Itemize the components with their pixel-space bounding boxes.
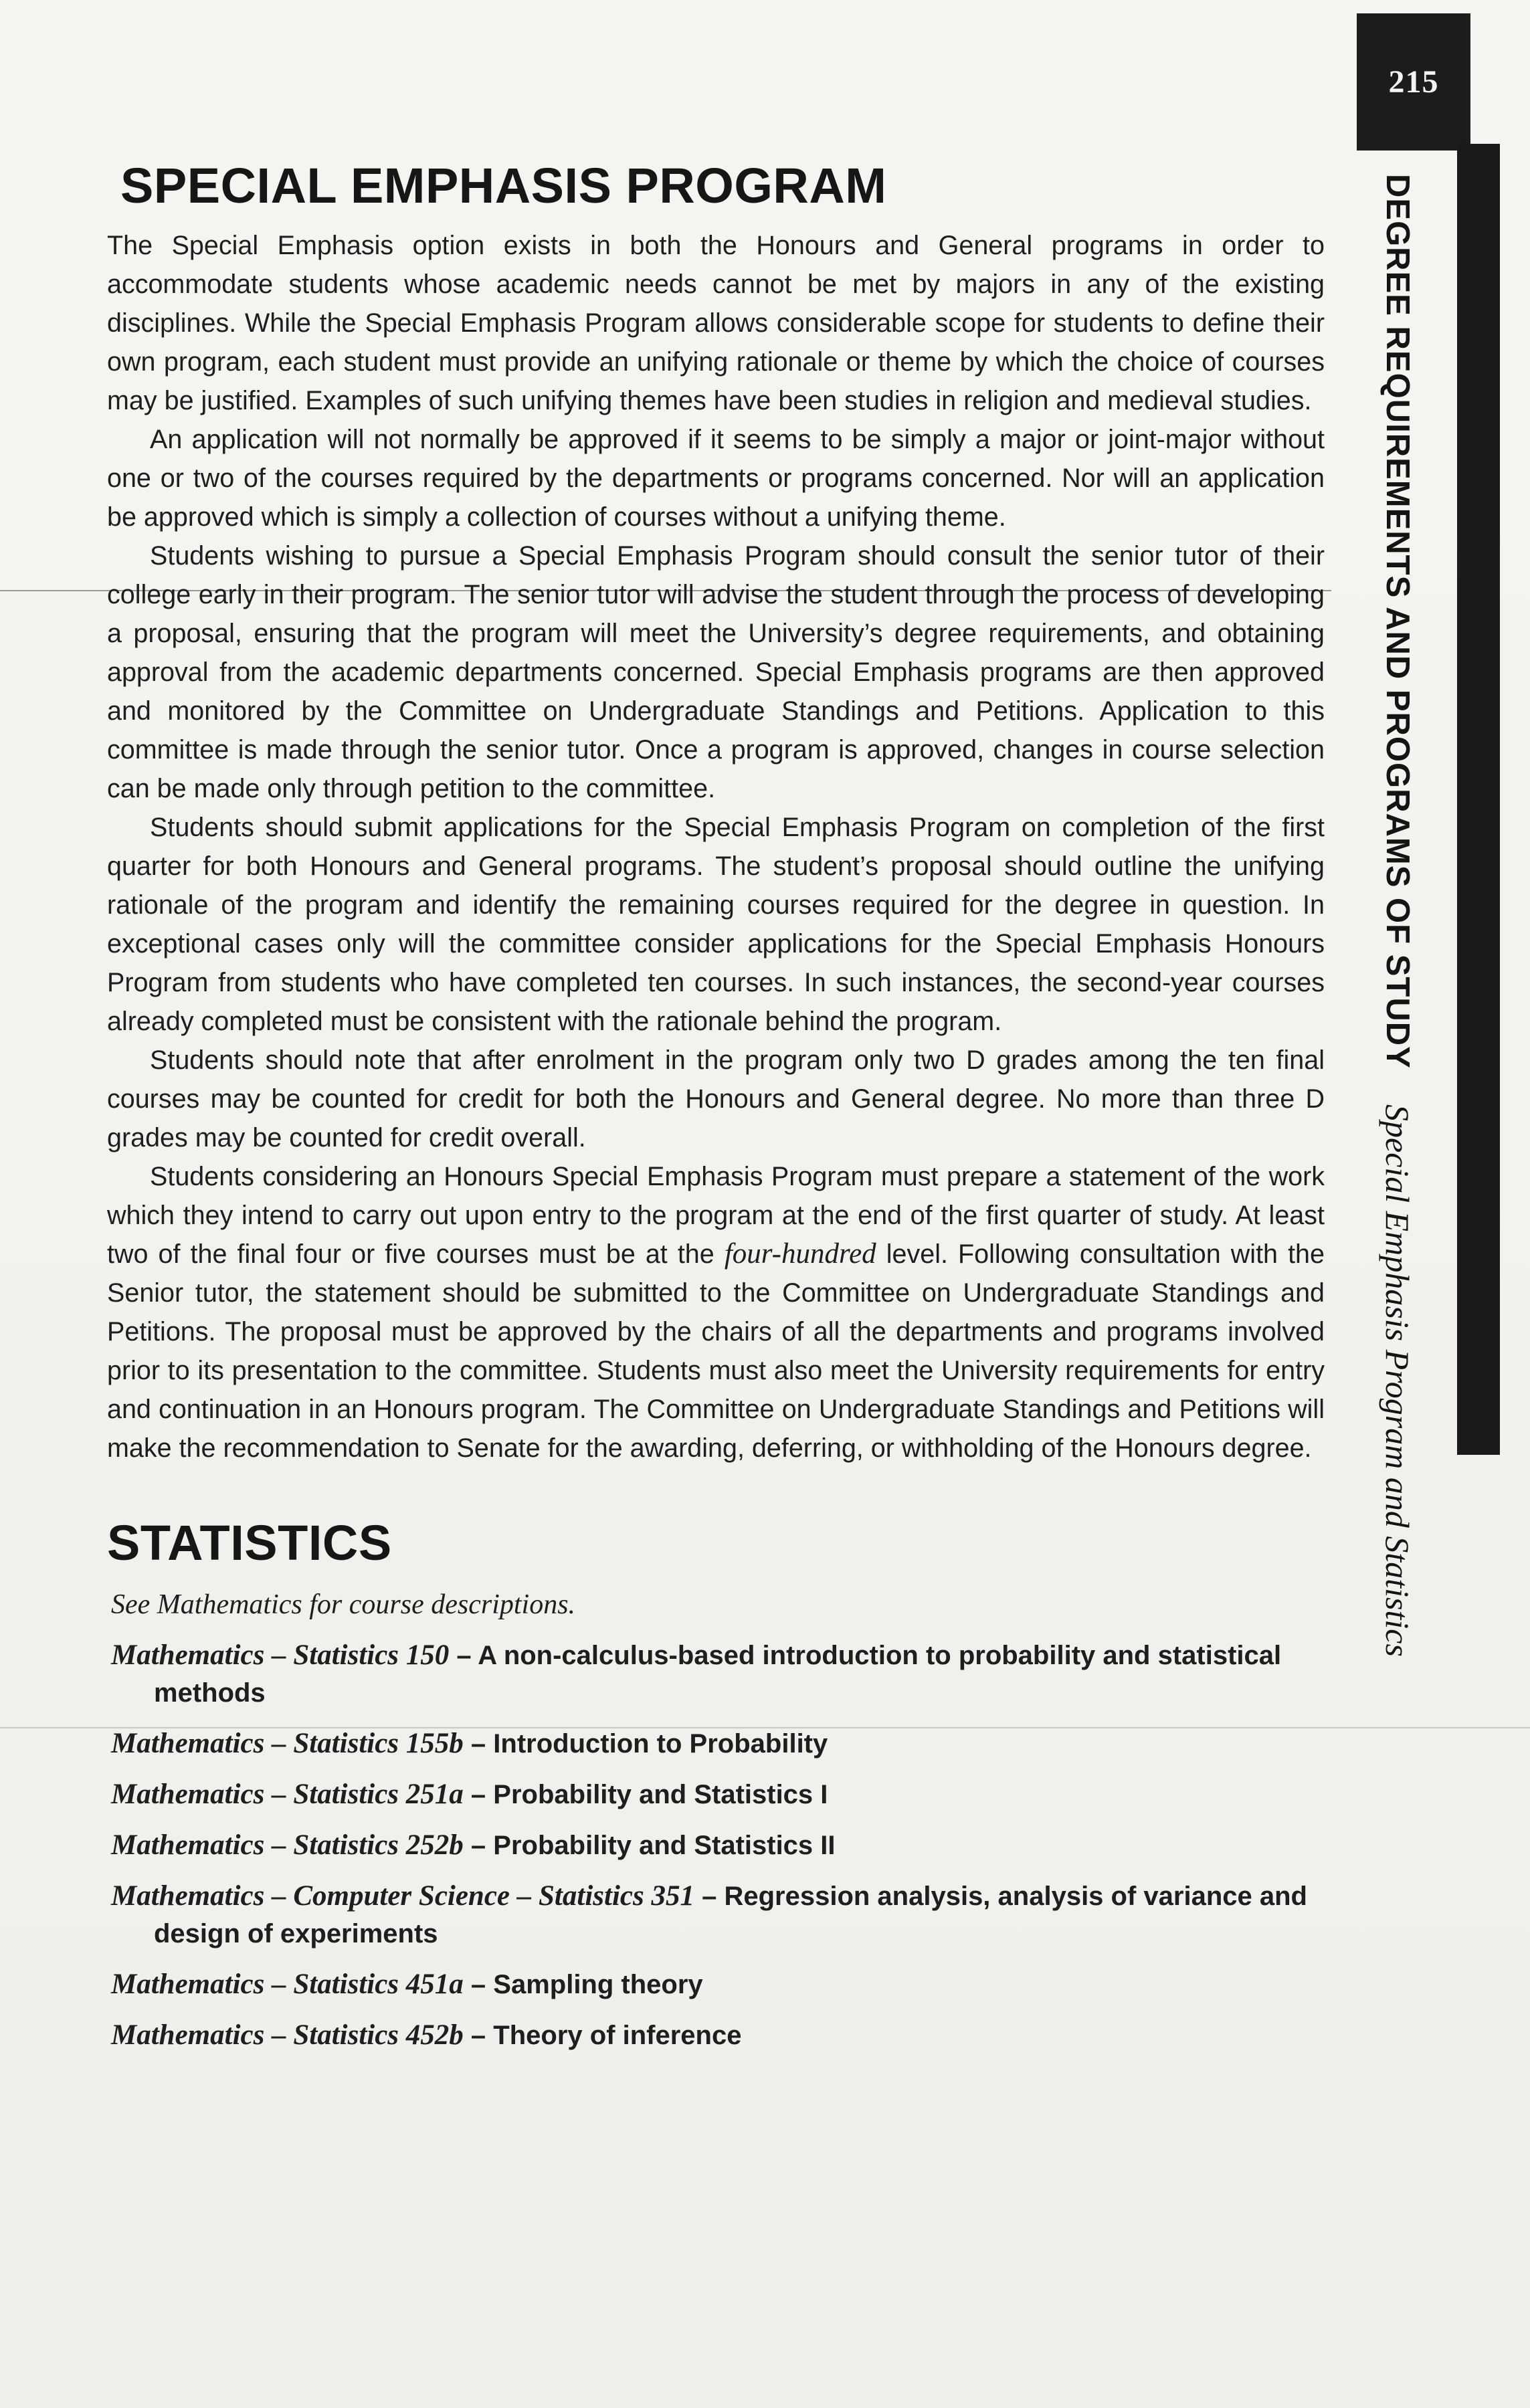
- paragraph-2: An application will not normally be approved if it seems to be simply a major or joint-major without one or two of the courses required by the departments or programs concerned. Nor will an application be approved which is simply a collection of courses without a unifying theme.: [107, 425, 1325, 532]
- paragraph-4: Students should submit applications for the Special Emphasis Program on completion of the first quarter for both Honours and General programs. The student’s proposal should outline the unifying rationale of the program and identify the remaining courses required for the degree in question. In exceptional cases only will the committee consider applications for the Special Emphasis Honours Program from students who have completed ten courses. In such instances, the second-year courses already completed must be consistent with the rationale behind the program.: [107, 813, 1325, 1036]
- course-code: Mathematics – Computer Science – Statistics 351: [111, 1880, 694, 1912]
- course-code: Mathematics – Statistics 451a: [111, 1969, 464, 2000]
- course-code: Mathematics – Statistics 155b: [111, 1728, 464, 1759]
- course-title: Probability and Statistics I: [493, 1780, 828, 1809]
- course-item: Mathematics – Statistics 252b – Probability and Statistics II: [111, 1829, 836, 1861]
- course-item: Mathematics – Statistics 150 – A non-calculus-based introduction to probability and statistical methods: [111, 1639, 1282, 1708]
- side-title-caps: DEGREE REQUIREMENTS AND PROGRAMS OF STUDY: [1379, 174, 1416, 1069]
- course-item: Mathematics – Statistics 155b – Introduction to Probability: [111, 1728, 828, 1759]
- course-item: Mathematics – Statistics 251a – Probability and Statistics I: [111, 1779, 828, 1810]
- course-code: Mathematics – Statistics 251a: [111, 1779, 464, 1810]
- paragraph-6-part-1: Students considering an Honours Special Emphasis Program must prepare a statement of the work which they intend to carry out upon entry to the program at the end of the first quarter of study. At least two of the final four or five courses must be at the: [107, 1162, 1325, 1269]
- course-item: Mathematics – Statistics 452b – Theory of inference: [111, 2019, 742, 2051]
- paragraph-6-part-2: level. Following consultation with the Senior tutor, the statement should be submitted to the Committee on Undergraduate Standings and Petitions. The proposal must be approved by the chairs of all the departments and programs involved prior to its presentation to the committee. Students must also meet the University requirements for entry and continuation in an Honours program. The Committee on Undergraduate Standings and Petitions will make the recommendation to Senate for the awarding, deferring, or withholding of the Honours degree.: [107, 1239, 1325, 1463]
- course-code: Mathematics – Statistics 452b: [111, 2019, 464, 2051]
- paragraph-3: Students wishing to pursue a Special Emphasis Program should consult the senior tutor of their college early in their program. The senior tutor will advise the student through the process of developing a proposal, ensuring that the program will meet the University’s degree requirements, and obtaining approval from the academic departments concerned. Special Emphasis programs are then approved and monitored by the Committee on Undergraduate Standings and Petitions. Application to this committee is made through the senior tutor. Once a program is approved, changes in course selection can be made only through petition to the committee.: [107, 541, 1325, 803]
- course-list: [107, 1637, 1325, 2054]
- side-black-bar: [1457, 144, 1500, 1455]
- course-item: Mathematics – Statistics 451a – Sampling theory: [111, 1969, 703, 2000]
- course-title: Theory of inference: [493, 2021, 742, 2050]
- paragraph-6-emphasis: four-hundred: [724, 1238, 876, 1270]
- side-section-title: [1378, 174, 1417, 1657]
- course-item: Mathematics – Computer Science – Statistics 351 – Regression analysis, analysis of variance and design of experiments: [111, 1880, 1307, 1948]
- statistics-note: See Mathematics for course descriptions.: [111, 1589, 576, 1620]
- course-title: Introduction to Probability: [493, 1729, 828, 1759]
- page-number: 215: [1388, 64, 1439, 100]
- paragraph-6: [107, 1157, 1325, 1468]
- course-title: Regression analysis, analysis of variance and design of experiments: [154, 1882, 1307, 1948]
- main-content: [107, 157, 1325, 2068]
- special-emphasis-heading: SPECIAL EMPHASIS PROGRAM: [120, 158, 887, 213]
- paragraph-1: The Special Emphasis option exists in both the Honours and General programs in order to accommodate students whose academic needs cannot be met by majors in any of the existing disciplines. While the Special Emphasis Program allows considerable scope for students to define their own program, each student must provide an unifying rationale or theme by which the choice of courses may be justified. Examples of such unifying themes have been studies in religion and medieval studies.: [107, 231, 1325, 415]
- course-title: A non-calculus-based introduction to probability and statistical methods: [154, 1641, 1282, 1708]
- course-code: Mathematics – Statistics 150: [111, 1639, 450, 1671]
- statistics-heading: STATISTICS: [107, 1515, 392, 1571]
- course-code: Mathematics – Statistics 252b: [111, 1829, 464, 1861]
- course-title: Sampling theory: [493, 1970, 703, 1999]
- side-title-subtitle: Special Emphasis Program and Statistics: [1379, 1104, 1416, 1658]
- paragraph-5: Students should note that after enrolment in the program only two D grades among the ten final courses may be counted for credit for both the Honours and General degree. No more than three D grades may be counted for credit overall.: [107, 1045, 1325, 1152]
- course-title: Probability and Statistics II: [493, 1831, 836, 1860]
